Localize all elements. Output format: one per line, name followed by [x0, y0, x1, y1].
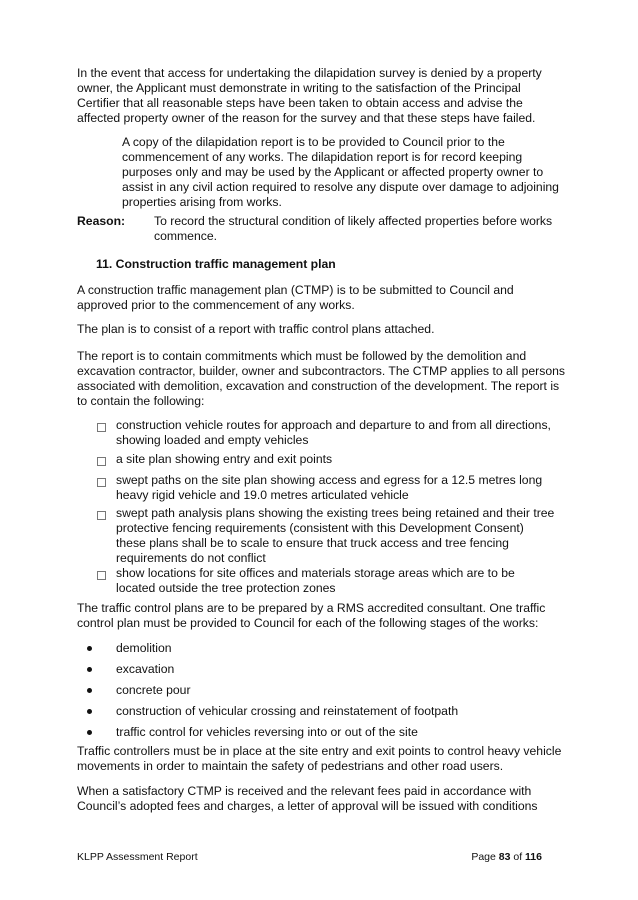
checklist-item: construction vehicle routes for approach and departure to and from all directions, showing loaded and empty vehicles [116, 418, 551, 447]
bullet-icon [87, 688, 92, 693]
paragraph-access-denied: In the event that access for undertaking the dilapidation survey is denied by a property owner, the Applicant must demonstrate in writing to the satisfaction of the Principal Certifier that all reasonable steps have been taken to obtain access and advise the affected property owner of the reason for the survey and that these steps have failed. [77, 66, 542, 125]
checkbox-icon [97, 423, 106, 432]
paragraph-traffic-controllers: Traffic controllers must be in place at the site entry and exit points to control heavy vehicle movements in order to maintain the safety of pedestrians and other road users. [77, 744, 562, 773]
footer-page-number [471, 851, 542, 863]
checkbox-icon [97, 478, 106, 487]
paragraph-traffic-control: The traffic control plans are to be prepared by a RMS accredited consultant. One traffic control plan must be provided to Council for each of the following stages of the works: [77, 601, 546, 630]
list-item: construction of vehicular crossing and reinstatement of footpath [116, 704, 459, 718]
checklist-item: swept paths on the site plan showing access and egress for a 12.5 metres long heavy rigid vehicle and 19.0 metres articulated vehicle [116, 473, 543, 502]
paragraph-dilapidation-copy: A copy of the dilapidation report is to be provided to Council prior to the commencement of any works. The dilapidation report is for record keeping purposes only and may be used by the Applicant or affected property owner to assist in any civil action required to resolve any dispute over damage to adjoining properties arising from works. [122, 135, 559, 209]
checklist-item: show locations for site offices and materials storage areas which are to be located outside the tree protection zones [116, 566, 515, 595]
list-item: excavation [116, 662, 175, 676]
bullet-icon [87, 646, 92, 651]
paragraph-report-contain: The report is to contain commitments which must be followed by the demolition and excavation contractor, builder, owner and subcontractors. The CTMP applies to all persons associated with demolition, excavation and construction of the development. The report is to contain the following: [77, 349, 565, 408]
section-heading: 11. Construction traffic management plan [96, 257, 336, 271]
reason-label: Reason: [77, 214, 126, 228]
footer-report-title: KLPP Assessment Report [77, 851, 198, 863]
page-of: of [510, 851, 526, 863]
checklist-item: a site plan showing entry and exit points [116, 452, 333, 466]
checkbox-icon [97, 571, 106, 580]
page-prefix: Page [471, 851, 499, 863]
list-item: demolition [116, 641, 172, 655]
bullet-icon [87, 709, 92, 714]
checkbox-icon [97, 511, 106, 520]
paragraph-approval: When a satisfactory CTMP is received and the relevant fees paid in accordance with Council’s adopted fees and charges, a letter of approval will be issued with conditions [77, 784, 538, 813]
list-item: traffic control for vehicles reversing into or out of the site [116, 725, 418, 739]
bullet-icon [87, 730, 92, 735]
paragraph-ctmp-intro: A construction traffic management plan (CTMP) is to be submitted to Council and approved prior to the commencement of any works. [77, 283, 514, 312]
page-current: 83 [498, 851, 511, 863]
list-item: concrete pour [116, 683, 191, 697]
reason-text: To record the structural condition of likely affected properties before works commence. [154, 214, 553, 243]
checklist-item: swept path analysis plans showing the existing trees being retained and their tree protective fencing requirements (consistent with this Development Consent) these plans shall be to scale to ensure that truck access and tree fencing requirements do not conflict [116, 506, 555, 565]
paragraph-plan-consist: The plan is to consist of a report with traffic control plans attached. [77, 322, 435, 336]
page-total: 116 [525, 851, 542, 863]
checkbox-icon [97, 457, 106, 466]
bullet-icon [87, 667, 92, 672]
